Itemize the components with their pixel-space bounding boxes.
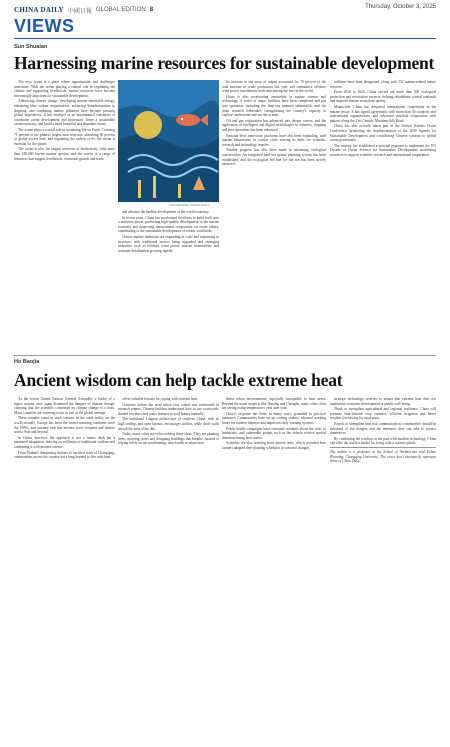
article1-column-2 — [118, 210, 219, 352]
masthead-edition: GLOBAL EDITION — [95, 7, 146, 13]
paragraph: In recent years, China has accelerated its efforts to build itself into a maritime power, promoting high-quality development of the marine economy and deepening international cooperation on ocean affairs, contributing to the sustainable development of oceans worldwide. — [118, 215, 219, 234]
article1-column-3 — [222, 80, 326, 352]
paragraph: The country has established a national response to implement the UN Decade of Ocean Science for Sustainable Development, mobilizing resources to support scientific research and international cooperation. — [330, 143, 436, 157]
article2-headline: Ancient wisdom can help tackle extreme heat — [14, 370, 343, 390]
paragraph: Meanwhile, China has deepened international cooperation in the marine sector. It has signed agreements with more than 50 countries and international organizations, and advanced practical cooperation with nations along the 21st Century Maritime Silk Road. — [330, 104, 436, 123]
paragraph: The ocean is also the largest reservoir of biodiversity, with more than 240,000 known marine species, and the source of a range of resources that support livelihoods, economic growth and trade. — [14, 147, 115, 161]
masthead — [14, 4, 153, 16]
paragraph: Scientists are also learning from ancient texts, which recorded how farmers adapted their planting schedules to seasonal changes. — [222, 441, 326, 450]
paragraph: From 2016 to 2024, China carried out more than 500 ecological protection and restoration projects, helping rehabilitate coastal wetlands and improve marine ecosystem quality. — [330, 90, 436, 104]
article1-byline: Sun Shuaian — [14, 44, 48, 50]
paragraph: Today, many cities are rediscovering these ideas. They are planting trees, restoring rivers and designing buildings that breathe, instead of relying solely on air conditioning, which adds to urban heat. — [118, 432, 219, 446]
paragraph: China's marine industries are expanding in scale and improving in structure, with traditional sectors being upgraded and emerging industries such as offshore wind power, marine biomedicine and seawater desalination growing rapidly. — [118, 234, 219, 253]
paragraph: The next ocean is a place where opportunities and challenges intertwine. With the ocean playing a central role in regulating the climate and supporting livelihoods, marine resources have become increasingly important for sustainable development. — [14, 80, 115, 98]
paragraph: The traditional Lingnan architecture of southern China, with its high ceilings and open layouts, encourages airflow, while thick walls absorb the heat of the day. — [118, 417, 219, 431]
paragraph: Public health campaigns have educated residents about the risks of heatstroke, and vulnerable groups such as the elderly receive special attention during heat waves. — [222, 426, 326, 440]
top-rule — [14, 38, 436, 39]
paragraph: offers valuable lessons for coping with extreme heat. — [122, 397, 198, 401]
paragraph: wellness have been designated, along with 352 marine-related nature reserves. — [330, 80, 436, 89]
paragraph: strategic technology reserves to ensure that extreme heat does not undermine economic development or public well-being. — [330, 397, 436, 406]
article1-illustration — [118, 80, 219, 202]
paragraph: Notable progress has also been made in advancing ecological conservation. An integrated land-sea spatial planning system has been established, and the ecological red line for the sea has been strictly enforced. — [222, 148, 326, 167]
paragraph: From Wuhan's dampening shelters to the tiled roofs of Chongqing, communities across the country have long learned to live with heat. — [14, 450, 115, 460]
article2-byline: Ho Baojia — [14, 359, 40, 365]
paragraph: Fourth, to strengthen heat risk communication, communities should be informed of the dangers and the measures they can take to protect themselves. — [330, 421, 436, 436]
paragraph: and advance the healthy development of the world economy. — [122, 210, 210, 214]
paragraph: Oil and gas exploration has advanced into deeper waters, and the application of intelligent and digital technologies in fisheries, shipping and port operations has been enhanced. — [222, 118, 326, 132]
paragraph: By combining the wisdom of the past with modern technology, China can offer the world a model for living with a warmer planet. — [330, 436, 436, 446]
author-bio: The author is a professor at the School of Architecture and Urban Planning, Chongqing University. The views don't necessarily represent those of China Daily. — [330, 447, 436, 464]
article-divider — [14, 355, 436, 356]
paragraph: In China, however, the approach is not a frantic dash but a measured adaptation, drawing on millennia of traditional wisdom and combining it with modern science. — [14, 435, 115, 449]
dateline: Thursday, October 3, 2025 — [365, 4, 436, 10]
marine-illustration — [118, 80, 219, 202]
paragraph: National-level innovative platforms have also been expanding, with marine laboratories in coastal cities serving as hubs for scientific research and technology transfer. — [222, 133, 326, 147]
paragraph: China has also actively taken part in the United Nations Ocean Conference, promoting the implementation of the 2030 Agenda for Sustainable Development and contributing Chinese wisdom to global ocean governance. — [330, 124, 436, 143]
masthead-logo: CHINA DAILY — [14, 6, 64, 14]
masthead-logo-cn: 中國日報 — [67, 8, 92, 15]
article2-column-2 — [118, 397, 219, 739]
article1-column-1 — [14, 80, 115, 352]
paragraph: Centuries before the term urban heat island was mentioned in research papers, Chinese builders understood how to use courtyards, shaded corridors and water features to cool homes naturally. — [118, 402, 219, 416]
page-number: 8 — [149, 7, 154, 13]
section-title: VIEWS — [14, 16, 75, 36]
illustration-credit: MA XUEJING / CHINA DAILY — [170, 203, 210, 207]
article1-column-4 — [330, 80, 436, 352]
paragraph: China is also accelerating innovation in marine science and technology. A series of major facilities have been completed and put into operation, including the deep-sea manned submersible and the polar research icebreaker, strengthening the country's capacity to explore, understand and use the oceans. — [222, 94, 326, 118]
paragraph: Addressing climate change, developing marine renewable energy, enhancing blue carbon sequestration, achieving decarbonization in shipping, and combating marine pollution have become pressing global imperatives. It has emerged as an international consensus to coordinate ocean development and protection, foster a sustainable ocean economy, and build a more beautiful and abundant ocean. — [14, 99, 115, 127]
paragraph: The ocean plays a crucial role in sustaining life on Earth. Covering 71 percent of the planet's largest heat reservoir, absorbing 90 percent of global excess heat, and regulating the carbon cycle, the ocean is essential for the planet. — [14, 127, 115, 146]
paragraph: China's response has been, in many ways, grounded in practical measures. Communities have set up cooling centers, adjusted working hours for outdoor laborers and improved early warning systems. — [222, 411, 326, 425]
article2-column-4 — [330, 397, 436, 739]
paragraph: dense urban environments, especially susceptible to heat stress. Beyond the usual suspects like Nanjing and Chengdu, many other cities are seeing rising temperatures year after year. — [222, 397, 326, 411]
article2-column-3 — [222, 397, 326, 739]
paragraph: Third, to strengthen agricultural and regional resilience, China will promote heat-tolerant crop varieties, efficient irrigation and better weather forecasting for rural areas. — [330, 407, 436, 421]
article1-headline: Harnessing marine resources for sustainable development — [14, 53, 435, 73]
article2-column-1 — [14, 397, 115, 739]
paragraph: These remarks stand in stark contrast to the stark reality on the world recently. Europe has been the fastest-warming continent since the 1980s, and extreme heat has become more frequent and intense across Asia and beyond. — [14, 416, 115, 435]
paragraph: Its increase in sea areas of output accounted for 70 percent of the total increase in crude production last year, and cumulative offshore wind power installations both rank among the best in the world. — [222, 80, 326, 94]
paragraph: As the recent United Nations General Assembly, a leader of a major country once again dismissed the dangers of climate change, claiming that the scientific consensus on climate change is a hoax. Many countries are warming twice as fast as the global average. — [14, 397, 115, 415]
